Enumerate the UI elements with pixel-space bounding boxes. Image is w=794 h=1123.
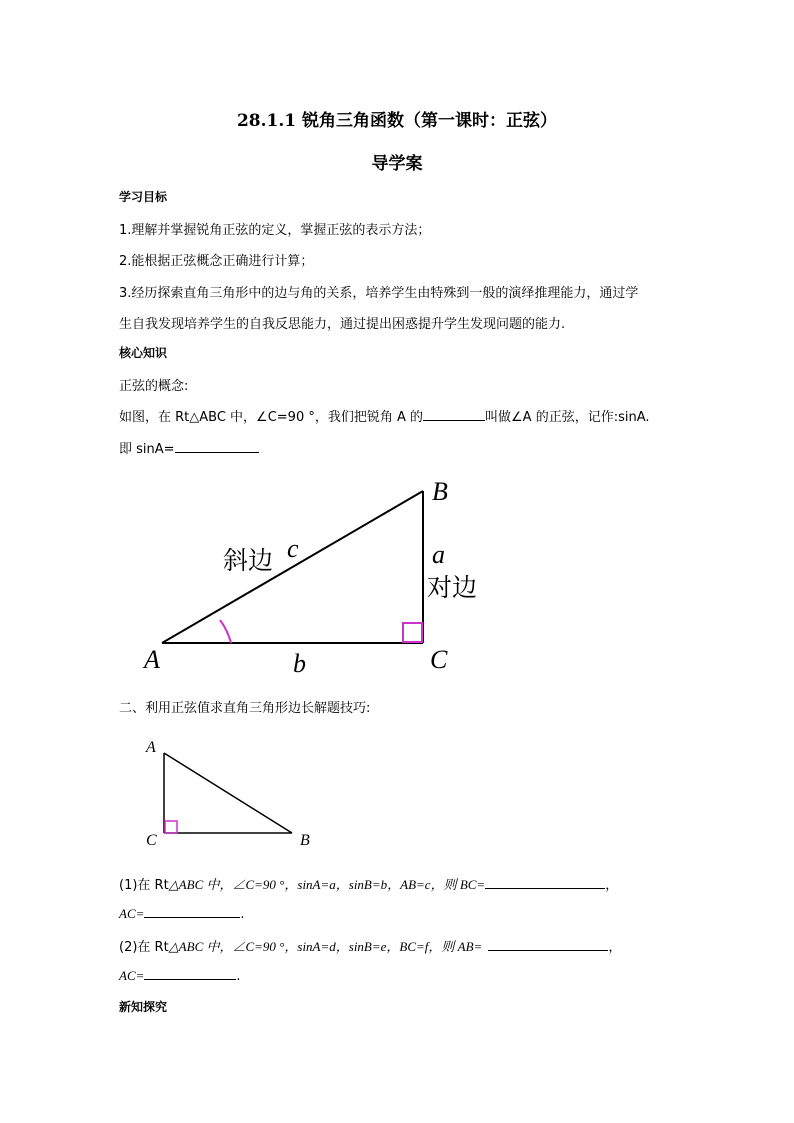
problem-2-blank-ab (488, 938, 608, 951)
fig2-vertex-c-label: C (146, 832, 157, 849)
vertex-a-label: A (144, 645, 160, 674)
problem-1-comma: ， (605, 878, 619, 893)
problem-2-period: . (236, 969, 241, 984)
objective-2: 2.能根据正弦概念正确进行计算； (119, 254, 314, 269)
problem-1-blank-bc (485, 876, 605, 889)
problem-2-line1 (119, 936, 621, 955)
explore-heading: 新知探究 (119, 1000, 168, 1014)
objective-3-line2: 生自我发现培养学生的自我反思能力，通过提出困惑提升学生发现问题的能力. (119, 317, 566, 332)
right-angle-mark (403, 623, 422, 642)
objective-1: 1.理解并掌握锐角正弦的定义，掌握正弦的表示方法； (119, 223, 431, 238)
definition-blank-1 (423, 408, 485, 421)
vertex-b-label: B (432, 477, 448, 506)
objectives-heading: 学习目标 (119, 190, 168, 204)
page-title: 28.1.1 锐角三角函数（第一课时：正弦） (236, 111, 558, 131)
objective-3-line1: 3.经历探索直角三角形中的边与角的关系，培养学生由特殊到一般的演绎推理能力，通过学 (119, 286, 639, 301)
hypotenuse-label: 斜边 (223, 546, 274, 575)
problem-2-prefix: (2)在 Rt (119, 940, 169, 955)
problem-1-ac-label: AC= (119, 906, 145, 921)
hypotenuse-line (162, 491, 423, 643)
definition-line2 (119, 438, 259, 457)
concept-label: 正弦的概念: (119, 379, 189, 394)
angle-a-arc (220, 620, 231, 643)
problem-1-period: . (240, 907, 245, 922)
section2-heading: 二、利用正弦值求直角三角形边长解题技巧: (119, 701, 371, 716)
problem-2-comma: ， (608, 940, 622, 955)
problem-1-prefix: (1)在 Rt (119, 878, 169, 893)
triangle-figure-1 (140, 475, 500, 680)
problem-2-ac-label: AC= (119, 968, 145, 983)
core-heading: 核心知识 (119, 346, 168, 360)
definition-part1: 如图，在 Rt△ABC 中，∠C=90 °，我们把锐角 A 的 (119, 410, 424, 425)
fig2-hypotenuse (164, 753, 292, 833)
side-a-label: a (432, 540, 445, 569)
side-b-label: b (293, 649, 306, 678)
problem-2-line2 (119, 967, 241, 984)
triangle-figure-2 (140, 735, 320, 853)
side-c-label: c (287, 534, 299, 563)
problem-1-line2 (119, 905, 245, 922)
problem-2-blank-ac (144, 967, 236, 980)
problem-1-text: △ABC 中，∠C=90 °，sinA=a，sinB=b，AB=c，则 BC= (168, 877, 486, 892)
definition-line1 (119, 406, 650, 425)
problem-1-line1 (119, 874, 618, 893)
fig2-right-angle-mark (165, 821, 177, 833)
definition-blank-2 (175, 440, 259, 453)
problem-1-blank-ac (144, 905, 240, 918)
vertex-c-label: C (430, 645, 448, 674)
fig2-vertex-a-label: A (146, 739, 156, 756)
definition-part2: 叫做∠A 的正弦，记作:sinA. (485, 410, 650, 425)
problem-2-text: △ABC 中，∠C=90 °，sinA=d，sinB=e，BC=f，则 AB= (168, 939, 483, 954)
page-subtitle: 导学案 (371, 154, 423, 174)
fig2-vertex-b-label: B (300, 832, 310, 849)
opposite-label: 对边 (427, 573, 478, 602)
definition-sin-label: 即 sinA= (119, 442, 175, 457)
